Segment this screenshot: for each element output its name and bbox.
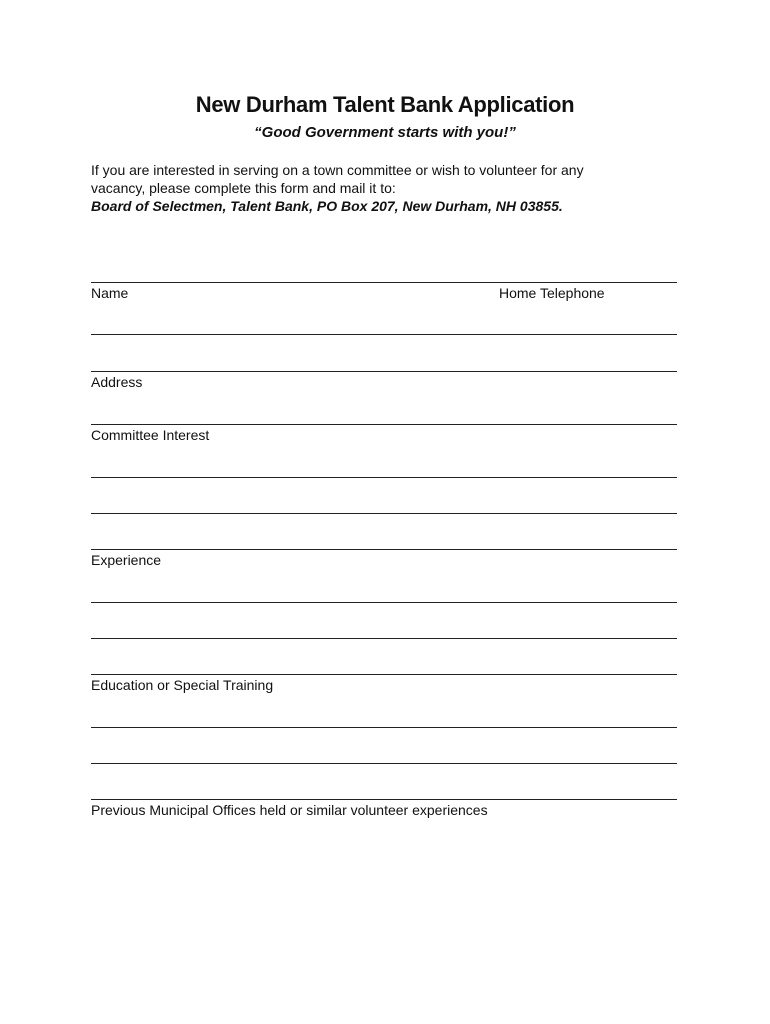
previous-offices-line-3[interactable] — [91, 799, 677, 800]
education-label: Education or Special Training — [91, 677, 274, 693]
education-line-1[interactable] — [91, 602, 677, 603]
home-telephone-label: Home Telephone — [499, 285, 605, 301]
experience-line-3[interactable] — [91, 549, 677, 550]
page-title: New Durham Talent Bank Application — [195, 92, 575, 117]
experience-line-2[interactable] — [91, 513, 677, 514]
address-line-2[interactable] — [91, 371, 677, 372]
intro-text — [91, 161, 671, 215]
previous-offices-label: Previous Municipal Offices held or similar volunteer experiences — [91, 802, 488, 818]
education-line-3[interactable] — [91, 674, 677, 675]
page-subtitle: “Good Government starts with you!” — [254, 124, 516, 141]
address-label: Address — [91, 374, 143, 390]
mailing-address: Board of Selectmen, Talent Bank, PO Box 207, New Durham, NH 03855. — [91, 198, 563, 214]
intro-line-2: vacancy, please complete this form and mail it to: — [91, 180, 396, 196]
previous-offices-line-2[interactable] — [91, 763, 677, 764]
experience-label: Experience — [91, 552, 162, 568]
address-line-1[interactable] — [91, 334, 677, 335]
intro-line-1: If you are interested in serving on a town committee or wish to volunteer for any — [91, 162, 584, 178]
previous-offices-line-1[interactable] — [91, 727, 677, 728]
experience-line-1[interactable] — [91, 477, 677, 478]
education-line-2[interactable] — [91, 638, 677, 639]
committee-interest-line[interactable] — [91, 424, 677, 425]
committee-interest-label: Committee Interest — [91, 427, 210, 443]
name-line[interactable] — [91, 282, 677, 283]
name-label: Name — [91, 285, 129, 301]
